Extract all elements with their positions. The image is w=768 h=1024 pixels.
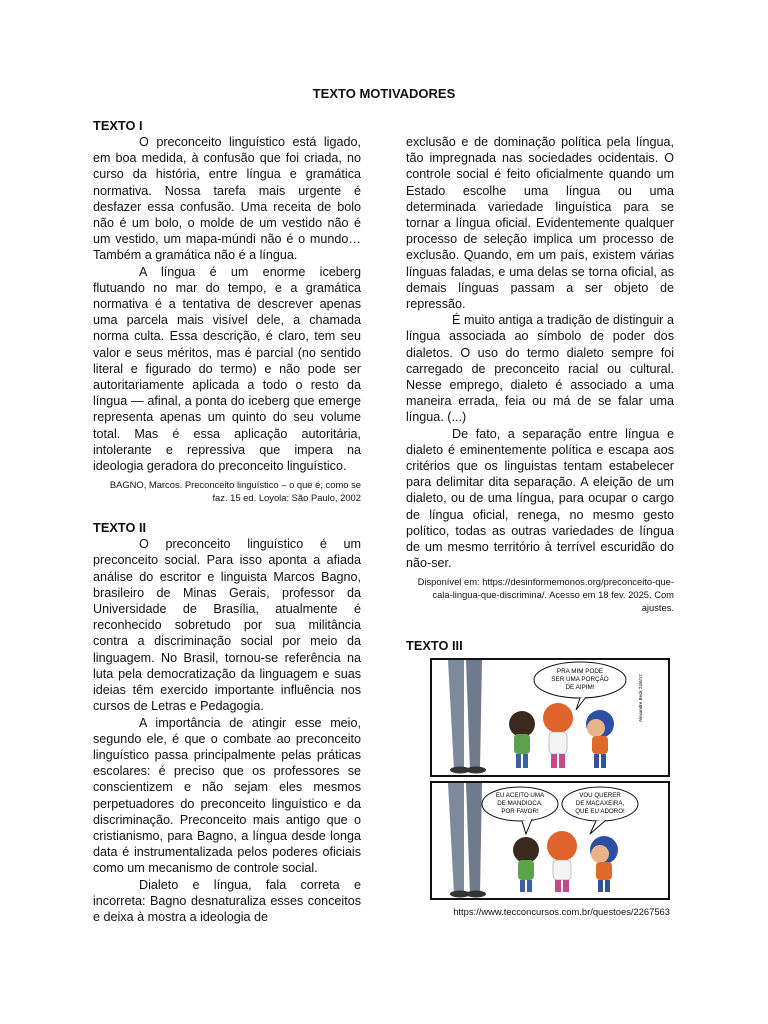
texto2-continuation-1: exclusão e de dominação política pela língua, tão impregnada nas sociedades ocidentais. O controle social é feito oficialmente quando um Estado escolhe uma língua ou uma determinada variedade linguística para se tornar a língua oficial. Evidentemente qualquer processo de seleção implica um processo de exclusão. Quando, em um país, existem várias línguas faladas, e uma delas se torna oficial, as demais línguas passam a ser objeto de repressão. <box>406 135 674 312</box>
texto2-paragraph-2: A importância de atingir esse meio, segundo ele, é que o combate ao preconceito linguístico passa principalmente pelas práticas escolares: é preciso que os professores se conscientizem e não sejam eles mesmos perpetuadores do preconceito linguístico e da discriminação. Preconceito mais antigo que o cristianismo, para Bagno, a língua desde longa data é instrumentalizada pelos poderes oficiais como um mecanismo de controle social. <box>93 715 361 876</box>
panel2-right-line1: VOU QUERER <box>579 792 621 800</box>
right-column <box>406 134 674 921</box>
panel2-left-line2: DE MANDIOCA, <box>497 800 543 808</box>
texto2-paragraph-3: Dialeto e língua, fala correta e incorreta: Bagno desnaturaliza esses conceitos e deixa à mostra a ideologia de <box>93 877 361 924</box>
panel2-left-line3: POR FAVOR! <box>501 808 539 816</box>
comic-signature: Alexandre Beck 24/6/17 <box>638 674 643 723</box>
texto3-heading: TEXTO III <box>406 638 463 654</box>
panel1-balloon-line1: PRA MIM PODE <box>556 668 604 676</box>
texto2-continuation-3: De fato, a separação entre língua e dialeto é eminentemente política e escapa aos critérios que os linguistas tentam estabelecer para delimitar dita separação. A eleição de um dialeto, ou de uma língua, para ocupar o cargo de língua oficial, renega, no mesmo gesto político, todas as outras variedades de língua de um mesmo território à terrível escuridão do não-ser. <box>406 426 674 571</box>
texto1-paragraph-2: A língua é um enorme iceberg flutuando no mar do tempo, e a gramática normativa é a tentativa de descrever apenas uma parcela mais visível dele, a chamada norma culta. Essa descrição, é claro, tem seu valor e seus méritos, mas é parcial (no sentido literal e figurado do termo) e não pode ser autoritariamente aplicada a todo o resto da língua — afinal, a ponta do iceberg que emerge representa apenas um quinto do seu volume total. Mas é essa aplicação autoritária, intolerante e repressiva que impera na ideologia geradora do preconceito linguístico. <box>93 264 361 474</box>
comic-credit: https://www.tecconcursos.com.br/questoes/2267563 <box>453 906 670 918</box>
comic-strip <box>430 658 670 920</box>
panel2-right-line2: DE MACAXEIRA, <box>575 800 625 808</box>
texto2-paragraph-1: O preconceito linguístico é um preconceito social. Para isso aponta a afiada análise do escritor e linguista Marcos Bagno, brasileiro de Minas Gerais, professor da Universidade de Brasília, atualmente é reconhecido sobretudo por sua militância contra a discriminação social por meio da linguagem. No Brasil, tornou-se referência na luta pela democratização da linguagem e suas ideias têm exercido importante influência nos cursos de Letras e Pedagogia. <box>93 537 361 714</box>
panel1-balloon-line2: SER UMA PORÇÃO <box>551 676 609 684</box>
panel2-right-line3: QUE EU ADORO! <box>575 808 625 816</box>
comic-panel-1 <box>431 659 669 776</box>
panel2-left-line1: EU ACEITO UMA <box>495 792 545 800</box>
texto1-paragraph-1: O preconceito linguístico está ligado, em boa medida, à confusão que foi criada, no curso da história, entre língua e gramática normativa. Nossa tarefa mais urgente é desfazer essa confusão. Uma receita de bolo não é um bolo, o molde de um vestido não é um vestido, um mapa-múndi não é o mundo… Também a gramática não é a língua. <box>93 135 361 263</box>
texto2-continuation-2: É muito antiga a tradição de distinguir a língua associada ao símbolo de poder dos dialetos. O uso do termo dialeto sempre foi carregado de preconceito racial ou cultural. Nesse emprego, dialeto é associado a uma maneira errada, feia ou má de se falar uma língua. (...) <box>406 313 674 425</box>
texto2-source: Disponível em: https://desinformemonos.org/preconceito-que-cala-lingua-que-discrimina/. Acesso em 18 fev. 2025. Com ajustes. <box>417 576 674 614</box>
panel1-balloon-line3: DE AIPIM! <box>565 684 595 692</box>
comic-panel-2 <box>431 782 669 899</box>
texto2-heading: TEXTO II <box>93 520 147 536</box>
page-title: TEXTO MOTIVADORES <box>312 86 456 101</box>
left-column <box>93 118 361 925</box>
texto1-source: BAGNO, Marcos. Preconceito linguístico – o que é, como se faz. 15 ed. Loyola: São Paulo, 2002 <box>109 479 361 504</box>
texto1-heading: TEXTO I <box>93 118 143 133</box>
comic-illustration <box>430 658 670 902</box>
